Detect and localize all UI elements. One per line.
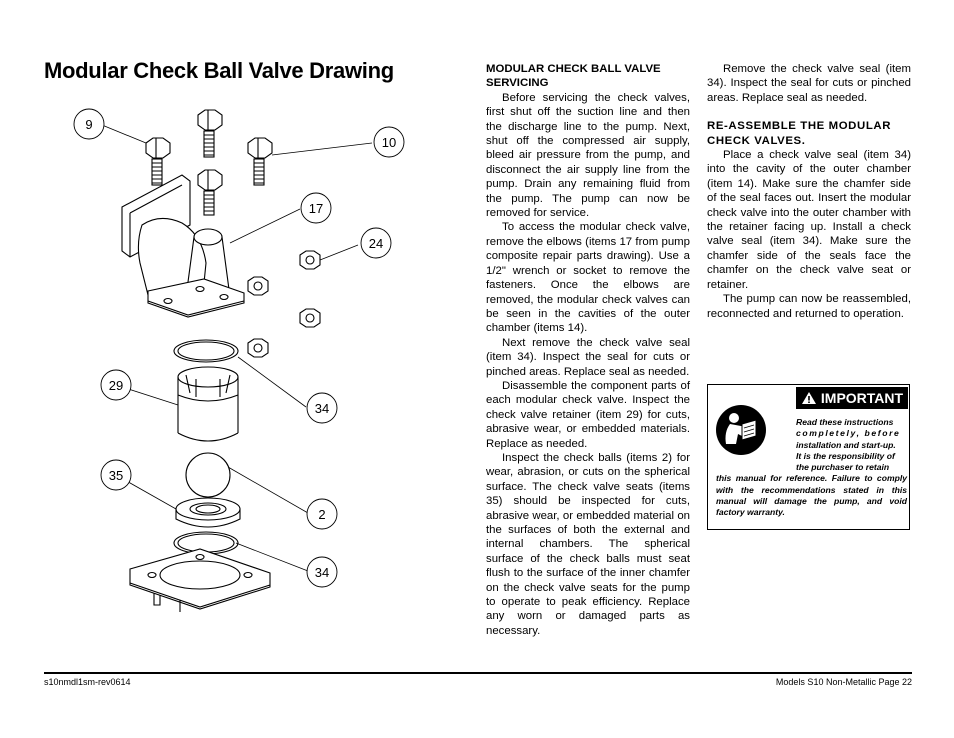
reassembly-column [707, 62, 911, 321]
important-line-4: It is the responsibility of [796, 450, 895, 461]
flange [130, 549, 270, 612]
important-line-1: Read these instructions [796, 417, 894, 427]
nut-a [300, 251, 320, 269]
callout-label-34a: 34 [314, 401, 330, 416]
important-label: IMPORTANT [820, 390, 904, 406]
important-line-3: installation and start-up. [796, 439, 896, 450]
important-header [796, 387, 908, 409]
elbow [122, 175, 244, 317]
page-title: Modular Check Ball Valve Drawing [44, 58, 394, 83]
callout-label-24: 24 [368, 236, 384, 251]
servicing-paragraph-3: Next remove the check valve seal (item 34). Inspect the seal for cuts or pinched areas. Replace seal as needed. [486, 336, 690, 378]
important-text [716, 417, 907, 519]
bolt-top [198, 110, 222, 157]
footer-rule [44, 672, 912, 674]
exploded-parts-drawing [60, 95, 410, 625]
nut-c [300, 309, 320, 327]
warning-icon [801, 391, 817, 405]
reassembly-paragraph-2: The pump can now be reassembled, reconnected and returned to operation. [707, 293, 911, 320]
servicing-paragraph-1: Before servicing the check valves, first shut off the suction line and then the discharge line to the pump. Next, shut off the compressed air supply, bleed air pressure from the pump, and disconnect the air supply line from the pump. Drain any remaining fluid from the pump. The pump can now be removed for service. [486, 91, 690, 220]
important-rest: this manual for reference. Failure to comply with the recommendations stated in this manual will damage the pump, and void factory warranty. [716, 473, 907, 518]
bolt-front [198, 170, 222, 215]
bolt-right [248, 138, 272, 185]
valve-seat [176, 498, 240, 527]
reassembly-heading: RE-ASSEMBLE THE MODULAR CHECK VALVES. [707, 120, 892, 147]
seal-top [174, 340, 238, 362]
callout-label-17: 17 [308, 201, 324, 216]
servicing-paragraph-4: Disassemble the component parts of each modular check valve. Inspect the check valve retainer (item 29) for cuts, abrasive wear, or embedded materials. Replace as needed. [486, 379, 690, 450]
important-line-5: the purchaser to retain [796, 462, 890, 473]
important-notice [707, 384, 910, 530]
callout-label-34b: 34 [314, 565, 330, 580]
callout-label-10: 10 [381, 135, 397, 150]
bolt-left [146, 138, 170, 185]
callout-label-2: 2 [318, 507, 326, 522]
callout-label-29: 29 [108, 378, 124, 393]
check-ball [186, 453, 230, 497]
servicing-paragraph-2: To access the modular check valve, remove the elbows (items 17 from pump composite repair parts drawing). Use a 1/2" wrench or socket to remove the fasteners. Once the elbows are removed, the modular check valves can be seen in the cavities of the outer chamber (items 14). [486, 221, 690, 335]
servicing-column [486, 62, 690, 638]
reassembly-paragraph-1: Place a check valve seal (item 34) into the cavity of the outer chamber (item 14). Make sure the chamfer side of the seal faces out. Insert the modular check valve into the outer chamber with the retainer facing up. Install a check valve seal (item 34). Make sure the chamfer side of the seals face the chamfer on the check valve seat or retainer. [707, 149, 911, 291]
callout-label-9: 9 [85, 117, 93, 132]
retainer [178, 367, 238, 441]
servicing-paragraph-5: Inspect the check balls (items 2) for wear, abrasion, or cuts on the spherical surface. The check valve seats (items 35) should be inspected for cuts, abrasive wear, or embedded material on the surfaces of both the external and internal chambers. The spherical surface of the check balls must seat flush to the surface of the inner chamfer on the check valve seats for the pump to operate to peak efficiency. Replace any worn or damaged parts as necessary. [486, 451, 690, 637]
seal-removal-paragraph: Remove the check valve seal (item 34). Inspect the seal for cuts or pinched areas. Replace seal as needed. [707, 63, 911, 104]
callout-label-35: 35 [108, 468, 124, 483]
footer-doc-id: s10nmdl1sm-rev0614 [44, 677, 131, 687]
nut-b [248, 277, 268, 295]
footer-page-info: Models S10 Non-Metallic Page 22 [775, 677, 912, 687]
servicing-heading: MODULAR CHECK BALL VALVE SERVICING [486, 63, 661, 90]
nut-d [248, 339, 268, 357]
important-line-2: completely, before [796, 428, 901, 439]
